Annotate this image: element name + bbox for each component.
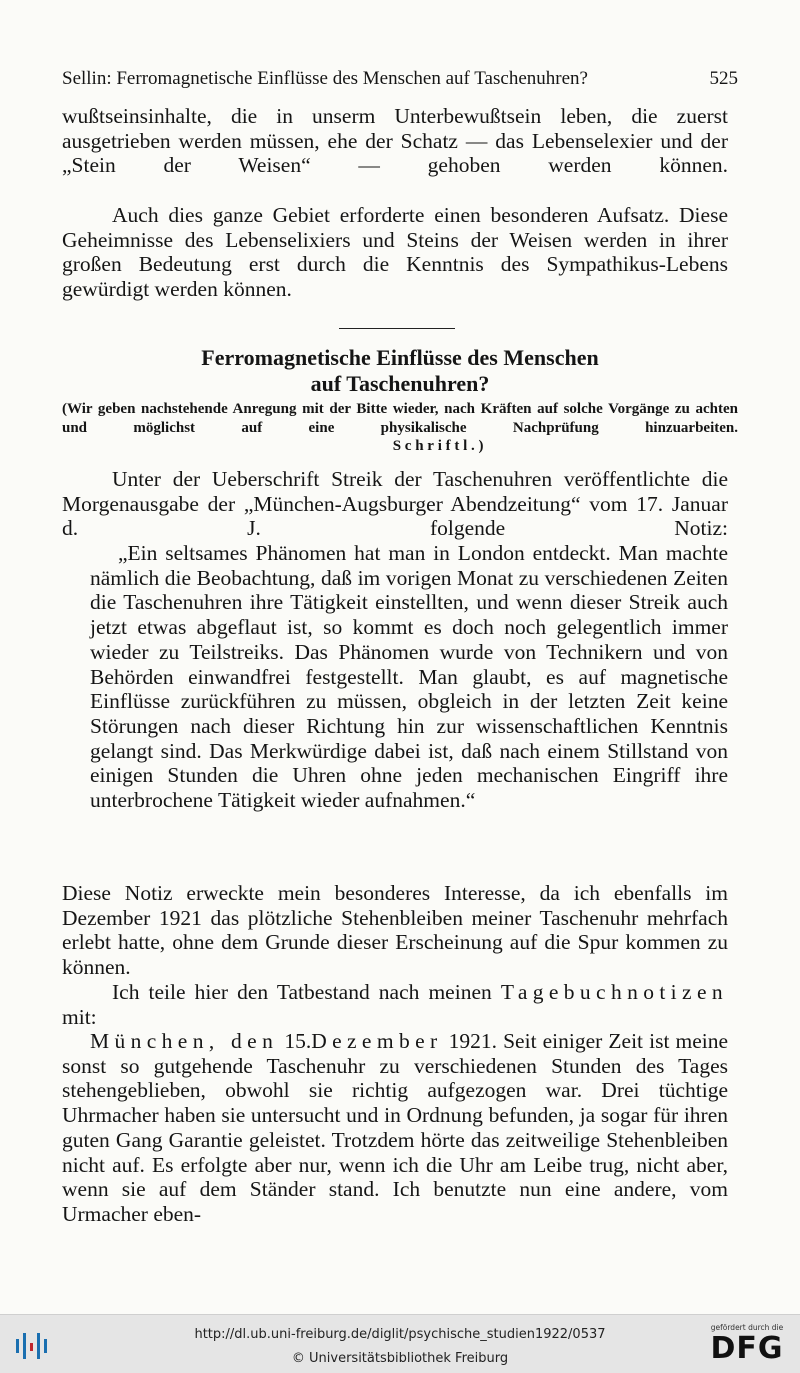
paragraph-sympathikus: Auch dies ganze Gebiet erforderte einen besonderen Aufsatz. Diese Geheimnisse des Lebenselixiers und Steins der Weisen werden in ihrer großen Bedeutung erst durch die Kenntnis des Sympathikus-Lebens gewürdigt werden können. <box>62 203 728 302</box>
diary-year: 1921. <box>448 1029 497 1053</box>
diary-intro-pre: Ich teile hier den Tatbestand nach meinen <box>112 980 501 1004</box>
article-intro: Unter der Ueberschrift Streik der Taschenuhren veröffentlichte die Morgenausgabe der „München-Augsburger Abendzeitung“ vom 17. Januar d. J. folgende Notiz: <box>62 467 728 541</box>
diary-text: Seit einiger Zeit ist meine sonst so gutgehende Taschenuhr zu verschiedenen Stunden des Tages stehengeblieben, obwohl sie richtig aufgezogen war. Drei tüchtige Uhrmacher haben sie untersucht und in Ordnung befunden, ja sogar für ihren guten Gang Garantie geleistet. Trotzdem hörte das zeitweilige Stehenbleiben nicht auf. Es erfolgte aber nur, wenn ich die Uhr am Leibe trug, nicht aber, wenn sie auf dem Ständer stand. Ich benutzte nun eine andere, vom Urmacher eben- <box>62 1029 729 1226</box>
editorial-signature: Schriftl.) <box>392 438 488 454</box>
diary-place: München, den <box>90 1029 279 1053</box>
viewer-footer <box>0 1314 800 1373</box>
dfg-logo <box>702 1323 792 1369</box>
editorial-note: (Wir geben nachstehende Anregung mit der Bitte wieder, nach Kräften auf solche Vorgänge zu achten und möglichst auf eine physikalische Nachprüfung hinzuarbeiten. <box>62 401 738 436</box>
dfg-funding-note: gefördert durch die <box>710 1323 784 1332</box>
quoted-notice: „Ein seltsames Phänomen hat man in London entdeckt. Man machte nämlich die Beobachtung, daß im vorigen Monat zu verschiedenen Zeiten die Taschenuhren ihre Tätigkeit einstellten, und wenn dieser Streik auch jetzt etwas abgeflaut ist, so kommt es doch noch gelegentlich immer wieder zu Teilstreiks. Das Phänomen wurde von Technikern und von Behörden einwandfrei festgestellt. Man glaubt, es auf magnetische Einflüsse zurückführen zu müssen, obgleich in der letzten Zeit keine Störungen nach dieser Richtung hin zur wissenschaftlichen Kenntnis gelangt sind. Das Merkwürdige dabei ist, daß nach einem Stillstand von einigen Stunden die Uhren ohne jeden mechanischen Eingriff ihre unterbrochene Tätigkeit wieder aufnahmen.“ <box>90 541 728 813</box>
diary-month: Dezember <box>311 1029 443 1053</box>
paragraph-continued: wußtseinsinhalte, die in unserm Unterbewußtsein leben, die zuerst ausgetrieben werden müssen, ehe der Schatz — das Lebenselexier und der „Stein der Weisen“ — gehoben werden können. <box>62 104 728 178</box>
diary-intro-post: mit: <box>62 1004 97 1029</box>
page-number: 525 <box>709 68 738 89</box>
source-url[interactable]: http://dl.ub.uni-freiburg.de/diglit/psychische_studien1922/0537 <box>194 1327 606 1342</box>
author-response: Diese Notiz erweckte mein besonderes Interesse, da ich ebenfalls im Dezember 1921 das plötzliche Stehenbleiben meiner Taschenuhr mehrfach erlebt hatte, ohne dem Grunde dieser Erscheinung auf die Spur kommen zu können. <box>62 881 728 980</box>
running-title: Sellin: Ferromagnetische Einflüsse des Menschen auf Taschenuhren? <box>62 68 588 89</box>
diary-intro <box>62 980 728 1029</box>
dfg-wordmark: DFG <box>710 1331 784 1366</box>
diary-day: 15. <box>284 1029 312 1053</box>
running-header <box>62 64 738 94</box>
copyright: © Universitätsbibliothek Freiburg <box>291 1351 509 1366</box>
section-divider <box>339 328 455 329</box>
diary-intro-spaced: Tagebuchnotizen <box>500 980 728 1004</box>
article-title-line1: Ferromagnetische Einflüsse des Menschen <box>201 345 599 370</box>
article-title-line2: auf Taschenuhren? <box>310 371 490 396</box>
diary-entry <box>62 1029 728 1227</box>
